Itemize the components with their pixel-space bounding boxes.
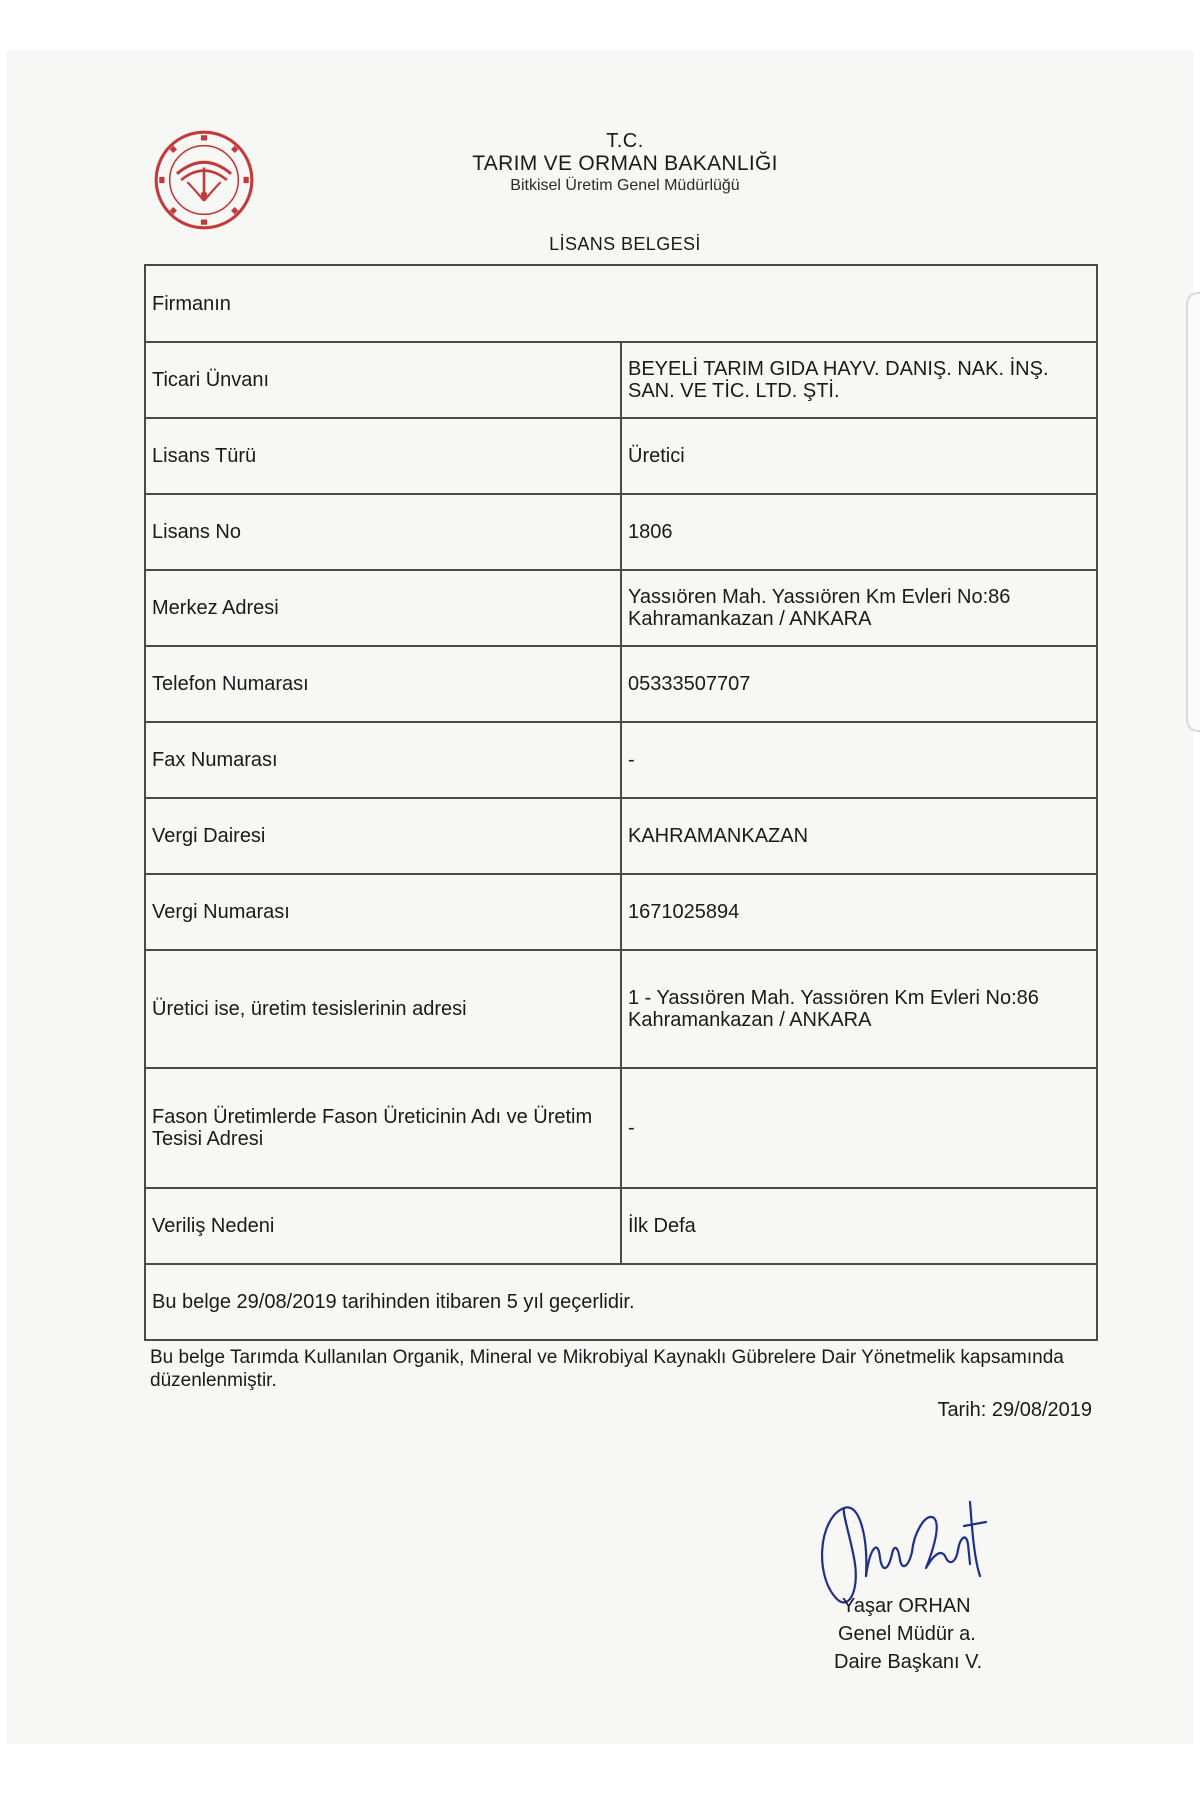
validity-statement: Bu belge 29/08/2019 tarihinden itibaren 5 yıl geçerlidir.	[145, 1264, 1097, 1340]
row-value-head-office-address: Yassıören Mah. Yassıören Km Evleri No:86 Kahramankazan / ANKARA	[621, 570, 1097, 646]
row-label-license-type: Lisans Türü	[145, 418, 621, 494]
table-row	[145, 418, 1097, 494]
signer-title-line2: Daire Başkanı V.	[834, 1651, 983, 1673]
issue-date: Tarih: 29/08/2019	[937, 1399, 1092, 1421]
table-row	[145, 342, 1097, 418]
row-value-license-type: Üretici	[621, 418, 1097, 494]
side-scroll-handle[interactable]	[1186, 292, 1200, 732]
table-row	[145, 570, 1097, 646]
signer-title-line1: Genel Müdür a.	[838, 1623, 976, 1645]
table-row	[145, 950, 1097, 1068]
header-ministry: TARIM VE ORMAN BAKANLIĞI	[472, 152, 778, 175]
row-value-tax-office: KAHRAMANKAZAN	[621, 798, 1097, 874]
ministry-seal-logo	[152, 128, 256, 232]
document-header	[380, 130, 870, 196]
table-row	[145, 874, 1097, 950]
row-label-head-office-address: Merkez Adresi	[145, 570, 621, 646]
bottom-margin	[0, 1744, 1200, 1800]
table-row-firm-heading	[145, 265, 1097, 342]
row-value-phone: 05333507707	[621, 646, 1097, 722]
row-value-trade-name: BEYELİ TARIM GIDA HAYV. DANIŞ. NAK. İNŞ. SAN. VE TİC. LTD. ŞTİ.	[621, 342, 1097, 418]
top-margin	[0, 0, 1200, 52]
firm-heading: Firmanın	[145, 265, 1097, 342]
table-row	[145, 722, 1097, 798]
regulation-note: Bu belge Tarımda Kullanılan Organik, Mineral ve Mikrobiyal Kaynaklı Gübrelere Dair Yönetmelik kapsamında düzenlenmiştir.	[150, 1347, 1064, 1391]
row-label-production-address: Üretici ise, üretim tesislerinin adresi	[145, 950, 621, 1068]
row-value-production-address: 1 - Yassıören Mah. Yassıören Km Evleri No:86 Kahramankazan / ANKARA	[621, 950, 1097, 1068]
license-table	[144, 264, 1098, 1341]
row-label-tax-number: Vergi Numarası	[145, 874, 621, 950]
row-label-fax: Fax Numarası	[145, 722, 621, 798]
document-title: LİSANS BELGESİ	[549, 234, 701, 254]
row-label-issue-reason: Veriliş Nedeni	[145, 1188, 621, 1264]
row-value-tax-number: 1671025894	[621, 874, 1097, 950]
row-value-fax: -	[621, 722, 1097, 798]
row-value-issue-reason: İlk Defa	[621, 1188, 1097, 1264]
row-label-license-no: Lisans No	[145, 494, 621, 570]
row-label-tax-office: Vergi Dairesi	[145, 798, 621, 874]
row-value-contract-manufacturer: -	[621, 1068, 1097, 1188]
table-row	[145, 1188, 1097, 1264]
row-label-contract-manufacturer: Fason Üretimlerde Fason Üreticinin Adı ve Üretim Tesisi Adresi	[145, 1068, 621, 1188]
table-row	[145, 1068, 1097, 1188]
signer-name: Yaşar ORHAN	[842, 1595, 971, 1617]
table-row	[145, 494, 1097, 570]
row-label-trade-name: Ticari Ünvanı	[145, 342, 621, 418]
table-row	[145, 798, 1097, 874]
header-directorate: Bitkisel Üretim Genel Müdürlüğü	[510, 177, 740, 194]
table-row	[145, 646, 1097, 722]
row-value-license-no: 1806	[621, 494, 1097, 570]
table-row-validity	[145, 1264, 1097, 1340]
header-tc: T.C.	[606, 130, 644, 152]
signer-block	[800, 1592, 1030, 1676]
row-label-phone: Telefon Numarası	[145, 646, 621, 722]
